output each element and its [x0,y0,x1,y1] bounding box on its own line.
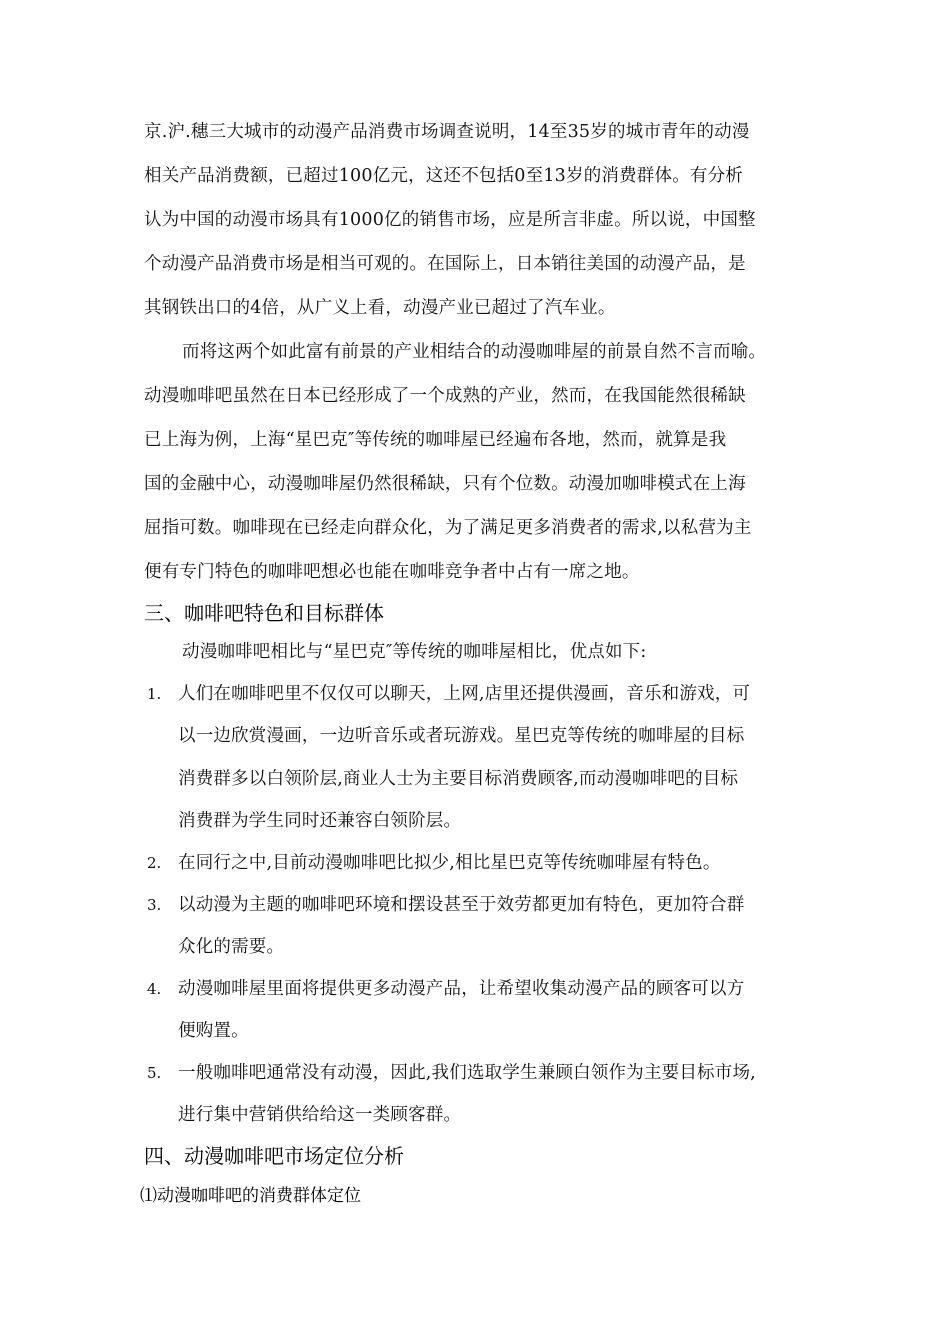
paragraph-2-line: 已上海为例，上海“星巴克″等传统的咖啡屋已经遍布各地，然而，就算是我 [144,430,727,450]
section-3-heading: 三、咖啡吧特色和目标群体 [144,601,384,625]
paragraph-2-line: 动漫咖啡吧虽然在日本已经形成了一个成熟的产业，然而，在我国能然很稀缺 [144,386,746,406]
section-4-heading: 四、动漫咖啡吧市场定位分析 [144,1144,404,1168]
list-item-line: 人们在咖啡吧里不仅仅可以聊天，上网,店里还提供漫画，音乐和游戏，可 [178,684,751,704]
list-item-number: 5. [147,1064,162,1082]
paragraph-2-line: 而将这两个如此富有前景的产业相结合的动漫咖啡屋的前景自然不言而喻。 [182,342,767,362]
paragraph-2-line: 便有专门特色的咖啡吧想必也能在咖啡竞争者中占有一席之地。 [144,562,640,582]
paragraph-2-line: 国的金融中心，动漫咖啡屋仍然很稀缺，只有个位数。动漫加咖啡模式在上海 [144,474,746,494]
paragraph-1-line: 认为中国的动漫市场具有1000亿的销售市场，应是所言非虚。所以说，中国整 [144,210,756,230]
list-item-number: 2. [147,854,162,872]
list-item-number: 1. [147,685,162,703]
list-item-number: 4. [147,980,162,998]
paragraph-1-line: 京.沪.穗三大城市的动漫产品消费市场调查说明，14至35岁的城市青年的动漫 [144,122,750,142]
section-4-subheading: ⑴动漫咖啡吧的消费群体定位 [140,1186,361,1206]
list-item-line: 以动漫为主题的咖啡吧环境和摆设甚至于效劳都更加有特色，更加符合群 [178,895,745,915]
paragraph-1-line: 个动漫产品消费市场是相当可观的。在国际上，日本销往美国的动漫产品，是 [144,254,746,274]
list-item-line: 一般咖啡吧通常没有动漫，因此,我们选取学生兼顾白领作为主要目标市场, [178,1063,756,1083]
list-item-line: 进行集中营销供给给这一类顾客群。 [178,1105,462,1125]
paragraph-1-line: 其钢铁出口的4倍，从广义上看，动漫产业已超过了汽车业。 [144,298,616,318]
list-item-line: 便购置。 [178,1021,249,1041]
paragraph-2-line: 屈指可数。咖啡现在已经走向群众化，为了满足更多消费者的需求,以私营为主 [144,518,752,538]
paragraph-1-line: 相关产品消费额，已超过100亿元，这还不包括0至13岁的消费群体。有分析 [144,166,744,186]
list-item-line: 消费群多以白领阶层,商业人士为主要目标消费顾客,而动漫咖啡吧的目标 [178,769,739,789]
list-item-line: 以一边欣赏漫画，一边听音乐或者玩游戏。星巴克等传统的咖啡屋的目标 [178,726,745,746]
list-item-line: 在同行之中,目前动漫咖啡吧比拟少,相比星巴克等传统咖啡屋有特色。 [178,853,721,873]
list-item-number: 3. [147,896,162,914]
list-item-line: 众化的需要。 [178,937,285,957]
section-3-intro: 动漫咖啡吧相比与“星巴克″等传统的咖啡屋相比，优点如下: [182,642,647,662]
list-item-line: 动漫咖啡屋里面将提供更多动漫产品，让希望收集动漫产品的顾客可以方 [178,979,745,999]
list-item-line: 消费群为学生同时还兼容白领阶层。 [178,811,462,831]
